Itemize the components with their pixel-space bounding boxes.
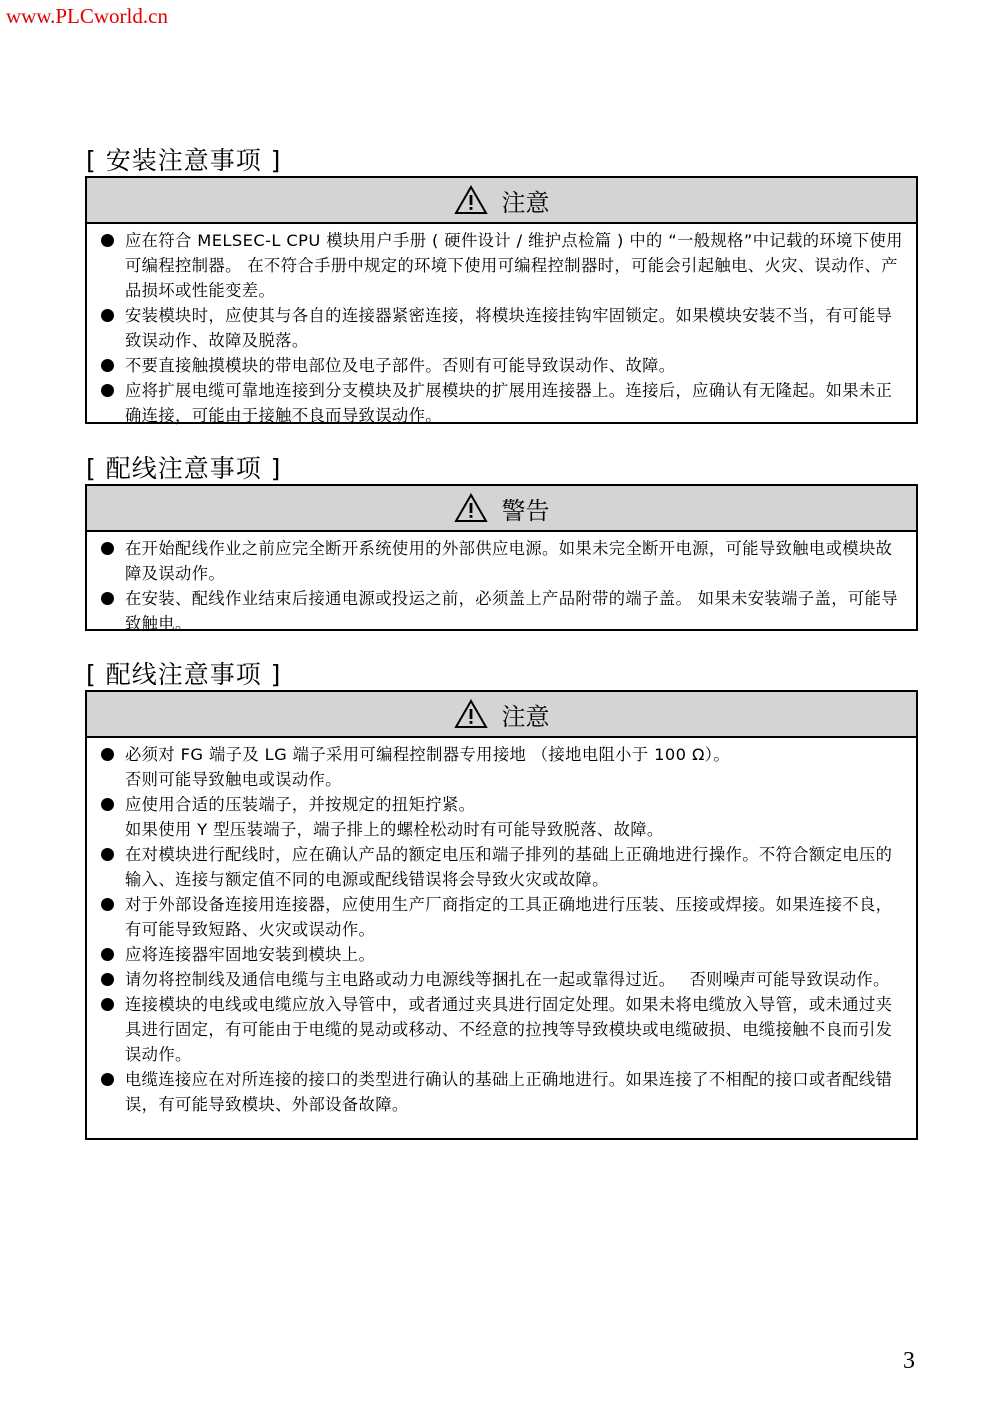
bullet-icon <box>101 542 114 555</box>
bullet-icon <box>101 848 114 861</box>
item-list <box>87 224 916 430</box>
bullet-icon <box>101 1073 114 1086</box>
list-item: 对于外部设备连接用连接器，应使用生产厂商指定的工具正确地进行压装、压接或焊接。如果连接不良，有可能导致短路、火灾或误动作。 <box>101 892 906 942</box>
bullet-icon <box>101 998 114 1011</box>
section-title-wiring-caution: [ 配线注意事项 ] <box>86 660 282 689</box>
list-item: 不要直接触摸模块的带电部位及电子部件。否则有可能导致误动作、故障。 <box>101 353 906 378</box>
list-item: 应使用合适的压装端子，并按规定的扭矩拧紧。 如果使用 Y 型压装端子，端子排上的螺栓松动时有可能导致脱落、故障。 <box>101 792 906 842</box>
bullet-icon <box>101 309 114 322</box>
list-item: 在安装、配线作业结束后接通电源或投运之前，必须盖上产品附带的端子盖。 如果未安装端子盖，可能导致触电。 <box>101 586 906 636</box>
bullet-icon <box>101 384 114 397</box>
bullet-icon <box>101 973 114 986</box>
section-title-wiring-warning: [ 配线注意事项 ] <box>86 454 282 483</box>
warning-triangle-icon <box>454 185 488 215</box>
list-item: 连接模块的电线或电缆应放入导管中，或者通过夹具进行固定处理。如果未将电缆放入导管，或未通过夹具进行固定，有可能由于电缆的晃动或移动、不经意的拉拽等导致模块或电缆破损、电缆接触不良而引发误动作。 <box>101 992 906 1067</box>
list-item: 请勿将控制线及通信电缆与主电路或动力电源线等捆扎在一起或靠得过近。 否则噪声可能导致误动作。 <box>101 967 906 992</box>
list-item: 应将连接器牢固地安装到模块上。 <box>101 942 906 967</box>
list-item: 应将扩展电缆可靠地连接到分支模块及扩展模块的扩展用连接器上。连接后，应确认有无隆起。如果未正确连接，可能由于接触不良而导致误动作。 <box>101 378 906 428</box>
item-list <box>87 532 916 638</box>
box-header <box>87 692 916 738</box>
bullet-icon <box>101 359 114 372</box>
bullet-icon <box>101 748 114 761</box>
caution-box-installation <box>85 176 918 424</box>
warning-triangle-icon <box>454 493 488 523</box>
box-header-label: 警告 <box>501 496 550 525</box>
box-header <box>87 178 916 224</box>
bullet-icon <box>101 798 114 811</box>
box-header-label: 注意 <box>501 702 550 731</box>
section-title-installation: [ 安装注意事项 ] <box>86 146 282 175</box>
bullet-icon <box>101 592 114 605</box>
bullet-icon <box>101 898 114 911</box>
list-item: 电缆连接应在对所连接的接口的类型进行确认的基础上正确地进行。如果连接了不相配的接口或者配线错误，有可能导致模块、外部设备故障。 <box>101 1067 906 1117</box>
watermark-url: www.PLCworld.cn <box>6 4 168 28</box>
warning-box-wiring <box>85 484 918 631</box>
list-item: 必须对 FG 端子及 LG 端子采用可编程控制器专用接地 （接地电阻小于 100 Ω）。 否则可能导致触电或误动作。 <box>101 742 906 792</box>
list-item: 应在符合 MELSEC-L CPU 模块用户手册 ( 硬件设计 / 维护点检篇 ) 中的 “一般规格”中记载的环境下使用可编程控制器。 在不符合手册中规定的环境下使用可编程控制器时，可能会引起触电、火灾、误动作、产品损坏或性能变差。 <box>101 228 906 303</box>
list-item: 在对模块进行配线时，应在确认产品的额定电压和端子排列的基础上正确地进行操作。不符合额定电压的输入、连接与额定值不同的电源或配线错误将会导致火灾或故障。 <box>101 842 906 892</box>
box-header-label: 注意 <box>501 188 550 217</box>
warning-triangle-icon <box>454 699 488 729</box>
bullet-icon <box>101 234 114 247</box>
bullet-icon <box>101 948 114 961</box>
item-list <box>87 738 916 1119</box>
caution-box-wiring <box>85 690 918 1140</box>
list-item: 在开始配线作业之前应完全断开系统使用的外部供应电源。如果未完全断开电源，可能导致触电或模块故障及误动作。 <box>101 536 906 586</box>
page-number: 3 <box>903 1348 915 1374</box>
box-header <box>87 486 916 532</box>
list-item: 安装模块时，应使其与各自的连接器紧密连接，将模块连接挂钩牢固锁定。如果模块安装不当，有可能导致误动作、故障及脱落。 <box>101 303 906 353</box>
